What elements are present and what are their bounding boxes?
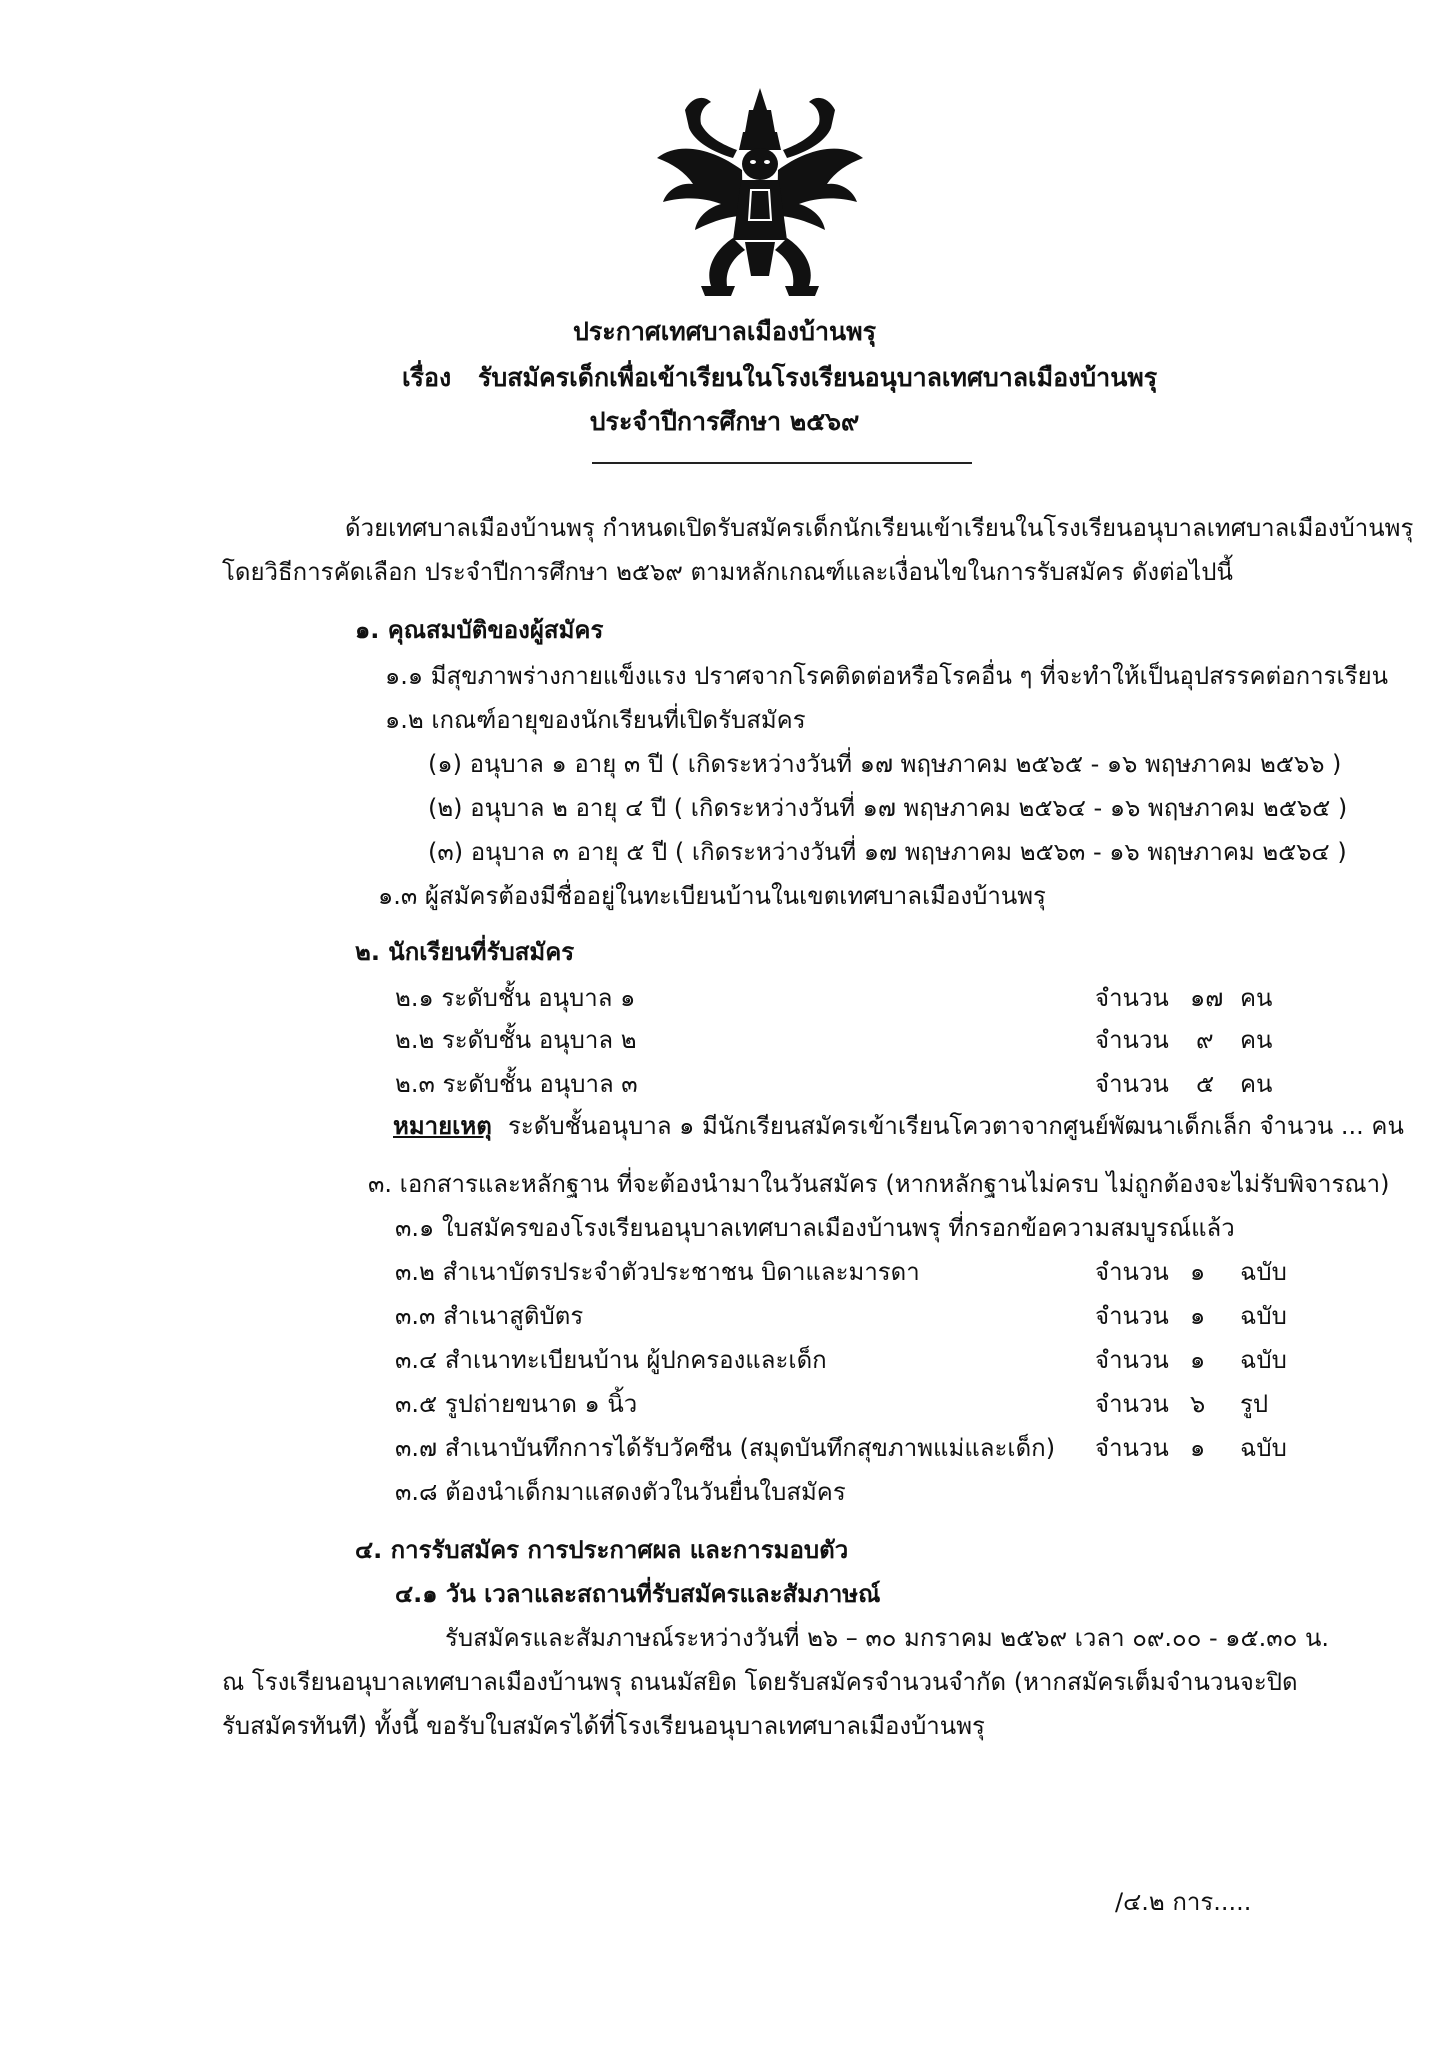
quantity-label: จำนวน [1095,1302,1169,1330]
document-row-label: ๓.๒ สำเนาบัตรประจำตัวประชาชน บิดาและมารดา [395,1258,920,1286]
document-row-label: ๓.๗ สำเนาบันทึกการได้รับวัคซีน (สมุดบันทึกสุขภาพแม่และเด็ก) [395,1434,1056,1462]
age-criteria-2: (๒) อนุบาล ๒ อายุ ๔ ปี ( เกิดระหว่างวันที่ ๑๗ พฤษภาคม ๒๕๖๔ - ๑๖ พฤษภาคม ๒๕๖๕ ) [428,794,1348,822]
document-row-label: ๓.๔ สำเนาทะเบียนบ้าน ผู้ปกครองและเด็ก [395,1346,827,1374]
age-criteria-1: (๑) อนุบาล ๑ อายุ ๓ ปี ( เกิดระหว่างวันที่ ๑๗ พฤษภาคม ๒๕๖๕ - ๑๖ พฤษภาคม ๒๕๖๖ ) [428,750,1342,778]
enrollment-row-label: ๒.๓ ระดับชั้น อนุบาล ๓ [395,1070,638,1098]
quantity-unit: ฉบับ [1240,1346,1287,1374]
header-divider [592,462,972,464]
note-label: หมายเหตุ [393,1112,492,1140]
quantity-value: ๑ [1190,1346,1206,1374]
quantity-value: ๑๗ [1190,984,1224,1012]
quantity-unit: คน [1240,1026,1273,1054]
quantity-label: จำนวน [1095,1434,1169,1462]
continuation-mark: /๔.๒ การ..... [1115,1888,1252,1916]
document-row-label: ๓.๕ รูปถ่ายขนาด ๑ นิ้ว [395,1390,638,1418]
section-2-title: ๒. นักเรียนที่รับสมัคร [355,938,575,966]
section-4-title: ๔. การรับสมัคร การประกาศผล และการมอบตัว [355,1536,849,1564]
garuda-emblem [645,80,875,320]
section-4-para-2: ณ โรงเรียนอนุบาลเทศบาลเมืองบ้านพรุ ถนนมัสยิด โดยรับสมัครจำนวนจำกัด (หากสมัครเต็มจำนวนจะปิด [222,1668,1298,1696]
academic-year: ประจำปีการศึกษา ๒๕๖๙ [589,407,860,436]
quantity-label: จำนวน [1095,1070,1169,1098]
subject-label: เรื่อง [402,363,452,392]
quantity-unit: ฉบับ [1240,1258,1287,1286]
quantity-label: จำนวน [1095,1258,1169,1286]
document-row-label: ๓.๓ สำเนาสูติบัตร [395,1302,584,1330]
section-3-title: ๓. เอกสารและหลักฐาน ที่จะต้องนำมาในวันสมัคร (หากหลักฐานไม่ครบ ไม่ถูกต้องจะไม่รับพิจารณา) [368,1170,1390,1198]
quantity-value: ๑ [1190,1258,1206,1286]
document-item-8: ๓.๘ ต้องนำเด็กมาแสดงตัวในวันยื่นใบสมัคร [395,1478,846,1506]
intro-line-2: โดยวิธีการคัดเลือก ประจำปีการศึกษา ๒๕๖๙ ตามหลักเกณฑ์และเงื่อนไขในการรับสมัคร ดังต่อไปนี้ [222,558,1233,586]
section-4-subtitle: ๔.๑ วัน เวลาและสถานที่รับสมัครและสัมภาษณ์ [395,1580,881,1608]
quantity-label: จำนวน [1095,984,1169,1012]
section-1-title: ๑. คุณสมบัติของผู้สมัคร [355,616,604,644]
quantity-value: ๑ [1190,1302,1206,1330]
section-4-para-3: รับสมัครทันที) ทั้งนี้ ขอรับใบสมัครได้ที่โรงเรียนอนุบาลเทศบาลเมืองบ้านพรุ [222,1712,985,1740]
quantity-value: ๖ [1190,1390,1206,1418]
section-1-item-2: ๑.๒ เกณฑ์อายุของนักเรียนที่เปิดรับสมัคร [385,706,806,734]
note-text: ระดับชั้นอนุบาล ๑ มีนักเรียนสมัครเข้าเรียนโควตาจากศูนย์พัฒนาเด็กเล็ก จำนวน ... คน [508,1112,1404,1140]
intro-line-1: ด้วยเทศบาลเมืองบ้านพรุ กำหนดเปิดรับสมัครเด็กนักเรียนเข้าเรียนในโรงเรียนอนุบาลเทศบาลเมืองบ้านพรุ [345,514,1414,542]
quantity-unit: ฉบับ [1240,1302,1287,1330]
enrollment-row-label: ๒.๑ ระดับชั้น อนุบาล ๑ [395,984,636,1012]
quantity-unit: คน [1240,984,1273,1012]
quantity-unit: รูป [1240,1390,1269,1418]
announcement-title: ประกาศเทศบาลเมืองบ้านพรุ [572,317,877,346]
quantity-value: ๙ [1196,1026,1214,1054]
subject-text: รับสมัครเด็กเพื่อเข้าเรียนในโรงเรียนอนุบาลเทศบาลเมืองบ้านพรุ [478,363,1158,392]
quantity-value: ๕ [1196,1070,1215,1098]
section-4-para-1: รับสมัครและสัมภาษณ์ระหว่างวันที่ ๒๖ – ๓๐ มกราคม ๒๕๖๙ เวลา ๐๙.๐๐ - ๑๕.๓๐ น. [445,1624,1330,1652]
quantity-unit: ฉบับ [1240,1434,1287,1462]
quantity-label: จำนวน [1095,1346,1169,1374]
quantity-label: จำนวน [1095,1390,1169,1418]
enrollment-row-label: ๒.๒ ระดับชั้น อนุบาล ๒ [395,1026,637,1054]
quantity-value: ๑ [1190,1434,1206,1462]
quantity-label: จำนวน [1095,1026,1169,1054]
document-item-1: ๓.๑ ใบสมัครของโรงเรียนอนุบาลเทศบาลเมืองบ้านพรุ ที่กรอกข้อความสมบูรณ์แล้ว [395,1214,1235,1242]
section-1-item-3: ๑.๓ ผู้สมัครต้องมีชื่ออยู่ในทะเบียนบ้านในเขตเทศบาลเมืองบ้านพรุ [378,882,1046,910]
quantity-unit: คน [1240,1070,1273,1098]
age-criteria-3: (๓) อนุบาล ๓ อายุ ๕ ปี ( เกิดระหว่างวันที่ ๑๗ พฤษภาคม ๒๕๖๓ - ๑๖ พฤษภาคม ๒๕๖๔ ) [428,838,1347,866]
section-1-item-1: ๑.๑ มีสุขภาพร่างกายแข็งแรง ปราศจากโรคติดต่อหรือโรคอื่น ๆ ที่จะทำให้เป็นอุปสรรคต่อการเรียน [385,662,1389,690]
